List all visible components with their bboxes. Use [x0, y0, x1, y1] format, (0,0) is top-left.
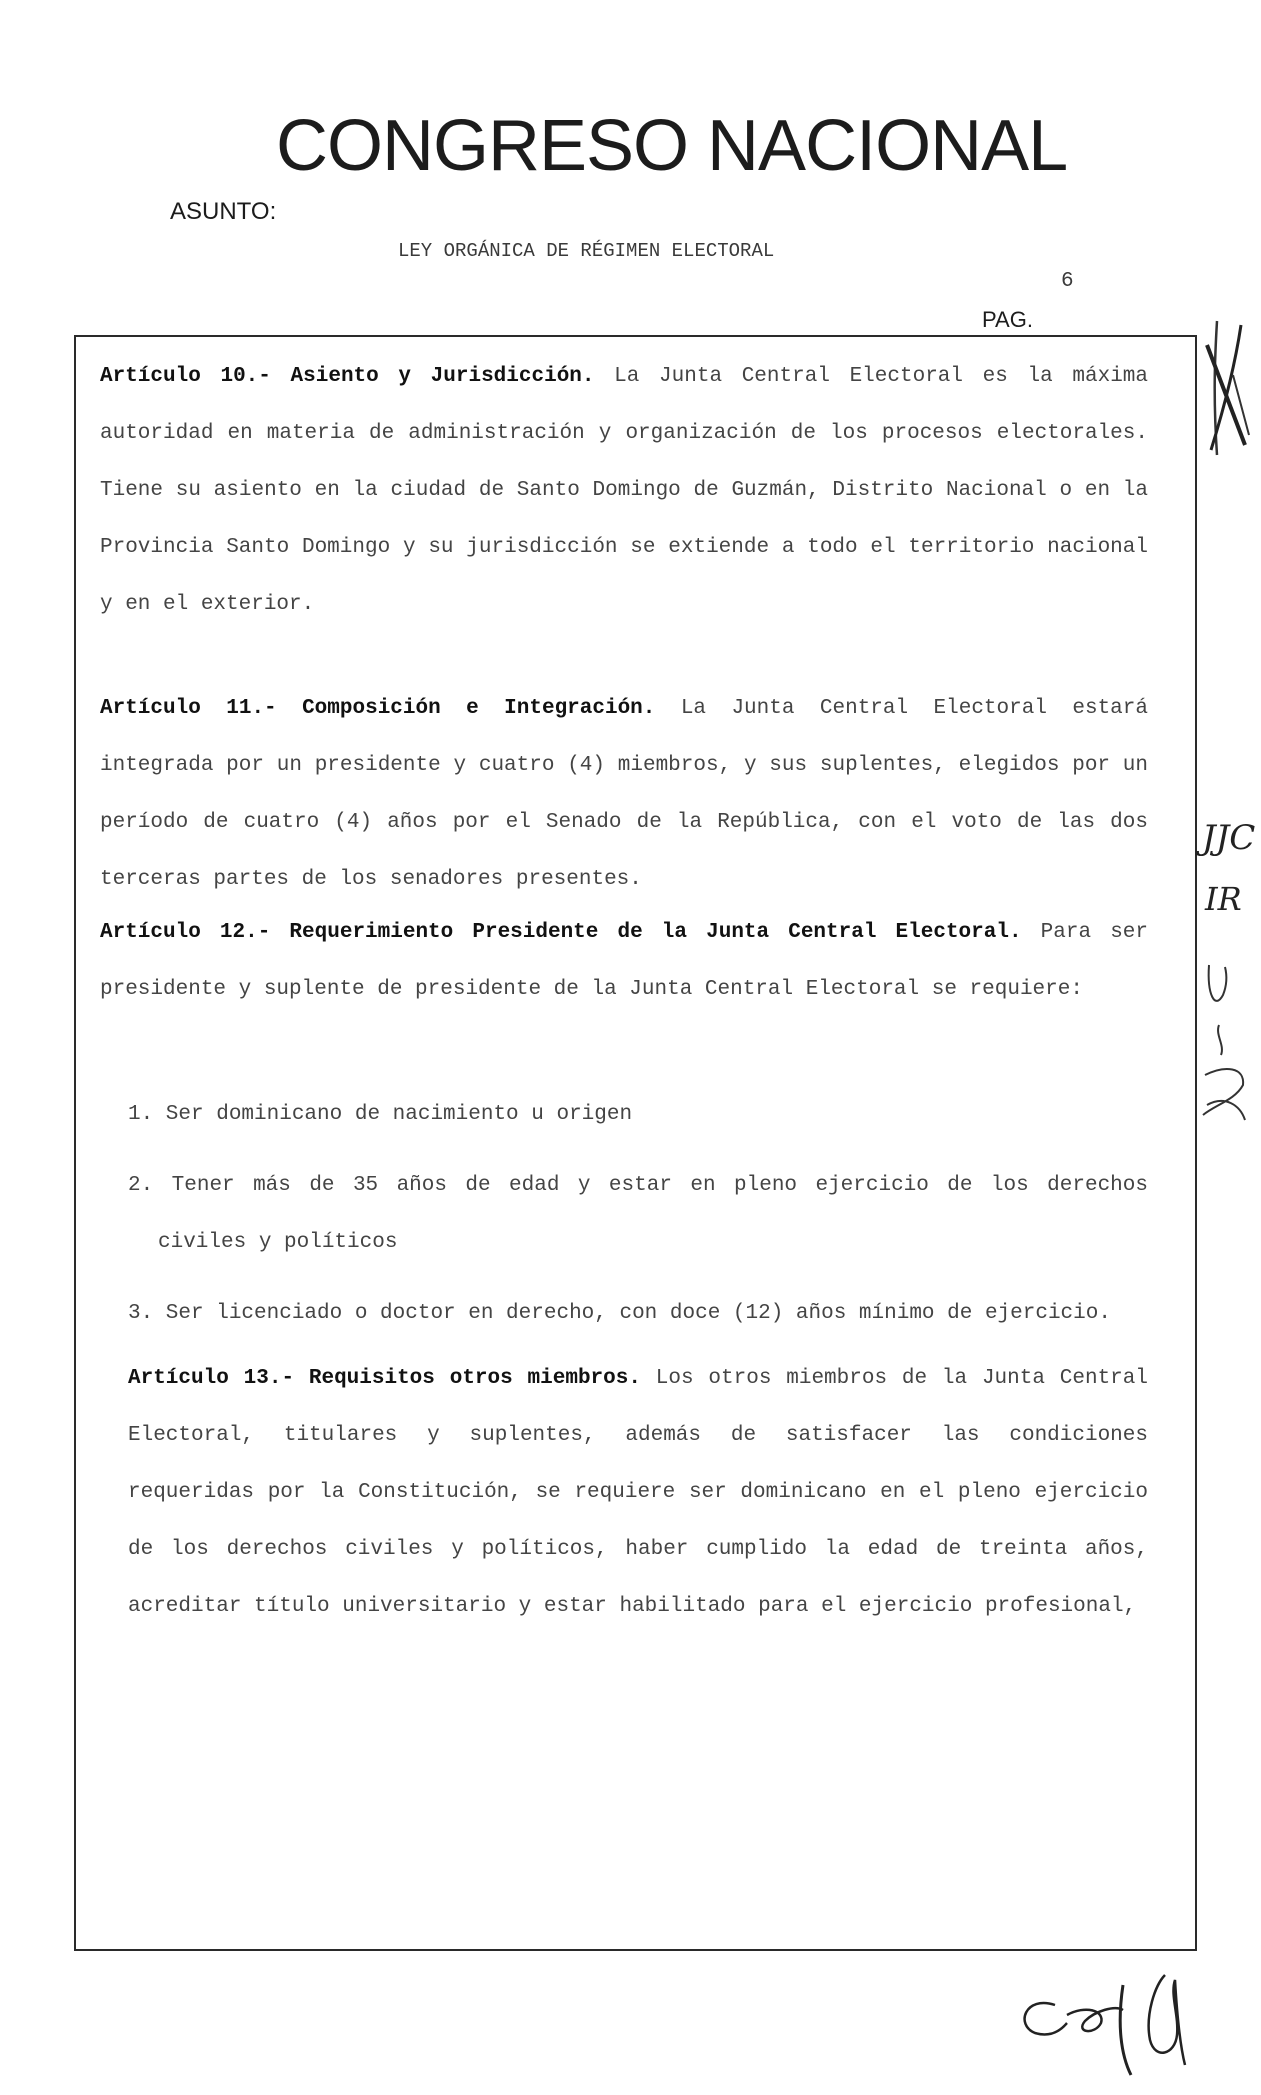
margin-initials: IR: [1205, 880, 1242, 918]
document-subject: LEY ORGÁNICA DE RÉGIMEN ELECTORAL: [398, 240, 775, 262]
article-text: Los otros miembros de la Junta Central Electoral, titulares y suplentes, además de satisfacer las condiciones requeridas por la Constitución, se requiere ser dominicano en el pleno ejercicio de los derechos civiles y políticos, haber cumplido la edad de treinta años, acreditar título universitario y estar habilitado para el ejercicio profesional,: [128, 1367, 1148, 1618]
list-item: 1. Ser dominicano de nacimiento u origen: [128, 1103, 633, 1126]
article-text: Para ser presidente y suplente de presidente de la Junta Central Electoral se requiere:: [100, 921, 1149, 1001]
article-11: [100, 680, 1148, 908]
asunto-label: ASUNTO:: [170, 198, 277, 225]
article-heading: Artículo 13.- Requisitos otros miembros.: [128, 1367, 641, 1390]
margin-check-mark-icon: [1205, 315, 1255, 465]
article-heading: Artículo 10.- Asiento y Jurisdicción.: [100, 365, 595, 388]
article-text: La Junta Central Electoral es la máxima autoridad en materia de administración y organización de los procesos electorales. Tiene su asiento en la ciudad de Santo Domingo de Guzmán, Distrito Nacional o en la Provincia Santo Domingo y su jurisdicción se extiende a todo el territorio nacional y en el exterior.: [100, 365, 1148, 616]
page-number: 6: [1061, 270, 1074, 293]
article-12: [100, 904, 1148, 1018]
margin-initials: JJC: [1202, 818, 1256, 858]
list-item: 3. Ser licenciado o doctor en derecho, con doce (12) años mínimo de ejercicio.: [128, 1302, 1111, 1325]
margin-signature-icon: [1195, 955, 1255, 1135]
document-body: [100, 348, 1148, 1635]
article-heading: Artículo 11.- Composición e Integración.: [100, 697, 656, 720]
article-10: [100, 348, 1148, 633]
pag-label: PAG.: [982, 307, 1033, 332]
requirements-list: [100, 1086, 1148, 1342]
list-item: 2. Tener más de 35 años de edad y estar en pleno ejercicio de los derechos civiles y políticos: [128, 1174, 1148, 1254]
article-13: [128, 1350, 1148, 1635]
article-heading: Artículo 12.- Requerimiento Presidente de la Junta Central Electoral.: [100, 921, 1022, 944]
bottom-signature-icon: [1005, 1965, 1205, 2085]
article-text: La Junta Central Electoral estará integrada por un presidente y cuatro (4) miembros, y sus suplentes, elegidos por un período de cuatro (4) años por el Senado de la República, con el voto de las dos terceras partes de los senadores presentes.: [100, 697, 1148, 891]
page-title: CONGRESO NACIONAL: [276, 106, 1068, 186]
